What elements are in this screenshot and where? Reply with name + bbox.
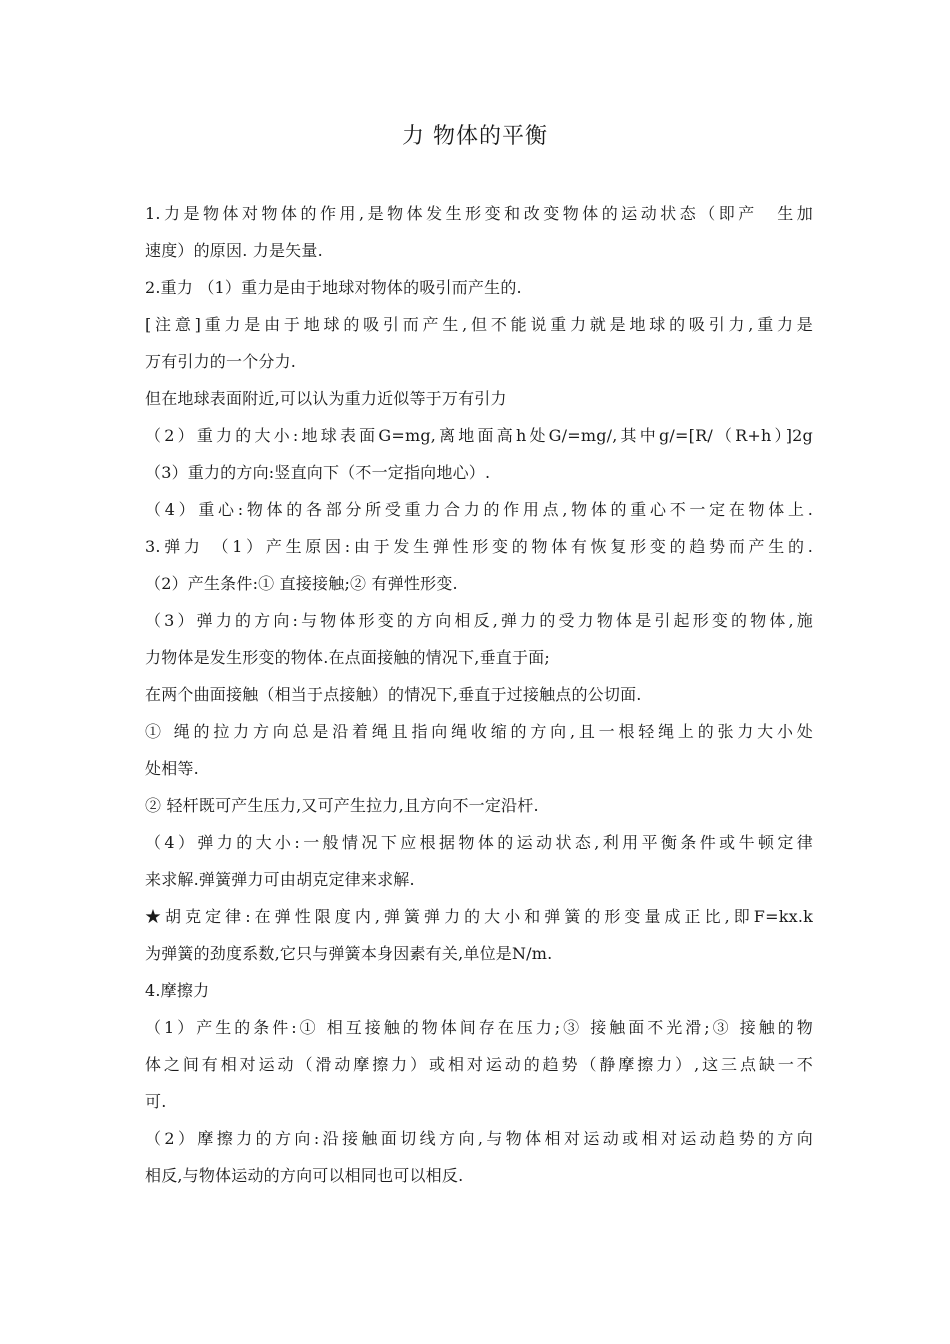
text-line: 3.弹力 （1）产生原因:由于发生弹性形变的物体有恢复形变的趋势而产生的. [145,537,813,556]
document-body [145,195,813,1194]
text-line: （4）重心:物体的各部分所受重力合力的作用点,物体的重心不一定在物体上. [145,500,813,519]
text-line: 万有引力的一个分力. [145,352,297,371]
text-line: 在两个曲面接触（相当于点接触）的情况下,垂直于过接触点的公切面. [145,685,642,704]
text-line: （1）产生的条件:① 相互接触的物体间存在压力;③ 接触面不光滑;③ 接触的物 [145,1018,813,1037]
text-line: 4.摩擦力 [145,981,210,1000]
document-title: 力 物体的平衡 [402,124,548,149]
text-line: 可. [145,1092,167,1111]
text-line: 来求解.弹簧弹力可由胡克定律来求解. [145,870,415,889]
text-line: 体之间有相对运动（滑动摩擦力）或相对运动的趋势（静摩擦力）,这三点缺一不 [145,1055,813,1074]
text-line: （4）弹力的大小:一般情况下应根据物体的运动状态,利用平衡条件或牛顿定律 [145,833,813,852]
text-line: 处相等. [145,759,199,778]
text-line: （3）弹力的方向:与物体形变的方向相反,弹力的受力物体是引起形变的物体,施 [145,611,813,630]
text-line: 2.重力 （1）重力是由于地球对物体的吸引而产生的. [145,278,522,297]
text-line: [注意]重力是由于地球的吸引而产生,但不能说重力就是地球的吸引力,重力是 [145,315,813,334]
text-line: 1.力是物体对物体的作用,是物体发生形变和改变物体的运动状态（即产 生加 [145,204,813,223]
text-line: （2）产生条件:① 直接接触;② 有弹性形变. [145,574,458,593]
text-line: （2）重力的大小:地球表面G=mg,离地面高h处G/=mg/,其中g/=[R/（R+h）]2g [145,426,813,445]
text-line: 相反,与物体运动的方向可以相同也可以相反. [145,1166,464,1185]
text-line: 速度）的原因. 力是矢量. [145,241,323,260]
text-line: 但在地球表面附近,可以认为重力近似等于万有引力 [145,389,507,408]
text-line: ★胡克定律:在弹性限度内,弹簧弹力的大小和弹簧的形变量成正比,即F=kx.k [145,907,813,926]
text-line: ① 绳的拉力方向总是沿着绳且指向绳收缩的方向,且一根轻绳上的张力大小处 [145,722,813,741]
text-line: 力物体是发生形变的物体.在点面接触的情况下,垂直于面; [145,648,550,667]
text-line: 为弹簧的劲度系数,它只与弹簧本身因素有关,单位是N/m. [145,944,553,963]
text-line: （3）重力的方向:竖直向下（不一定指向地心）. [145,463,491,482]
text-line: ② 轻杆既可产生压力,又可产生拉力,且方向不一定沿杆. [145,796,539,815]
text-line: （2）摩擦力的方向:沿接触面切线方向,与物体相对运动或相对运动趋势的方向 [145,1129,813,1148]
